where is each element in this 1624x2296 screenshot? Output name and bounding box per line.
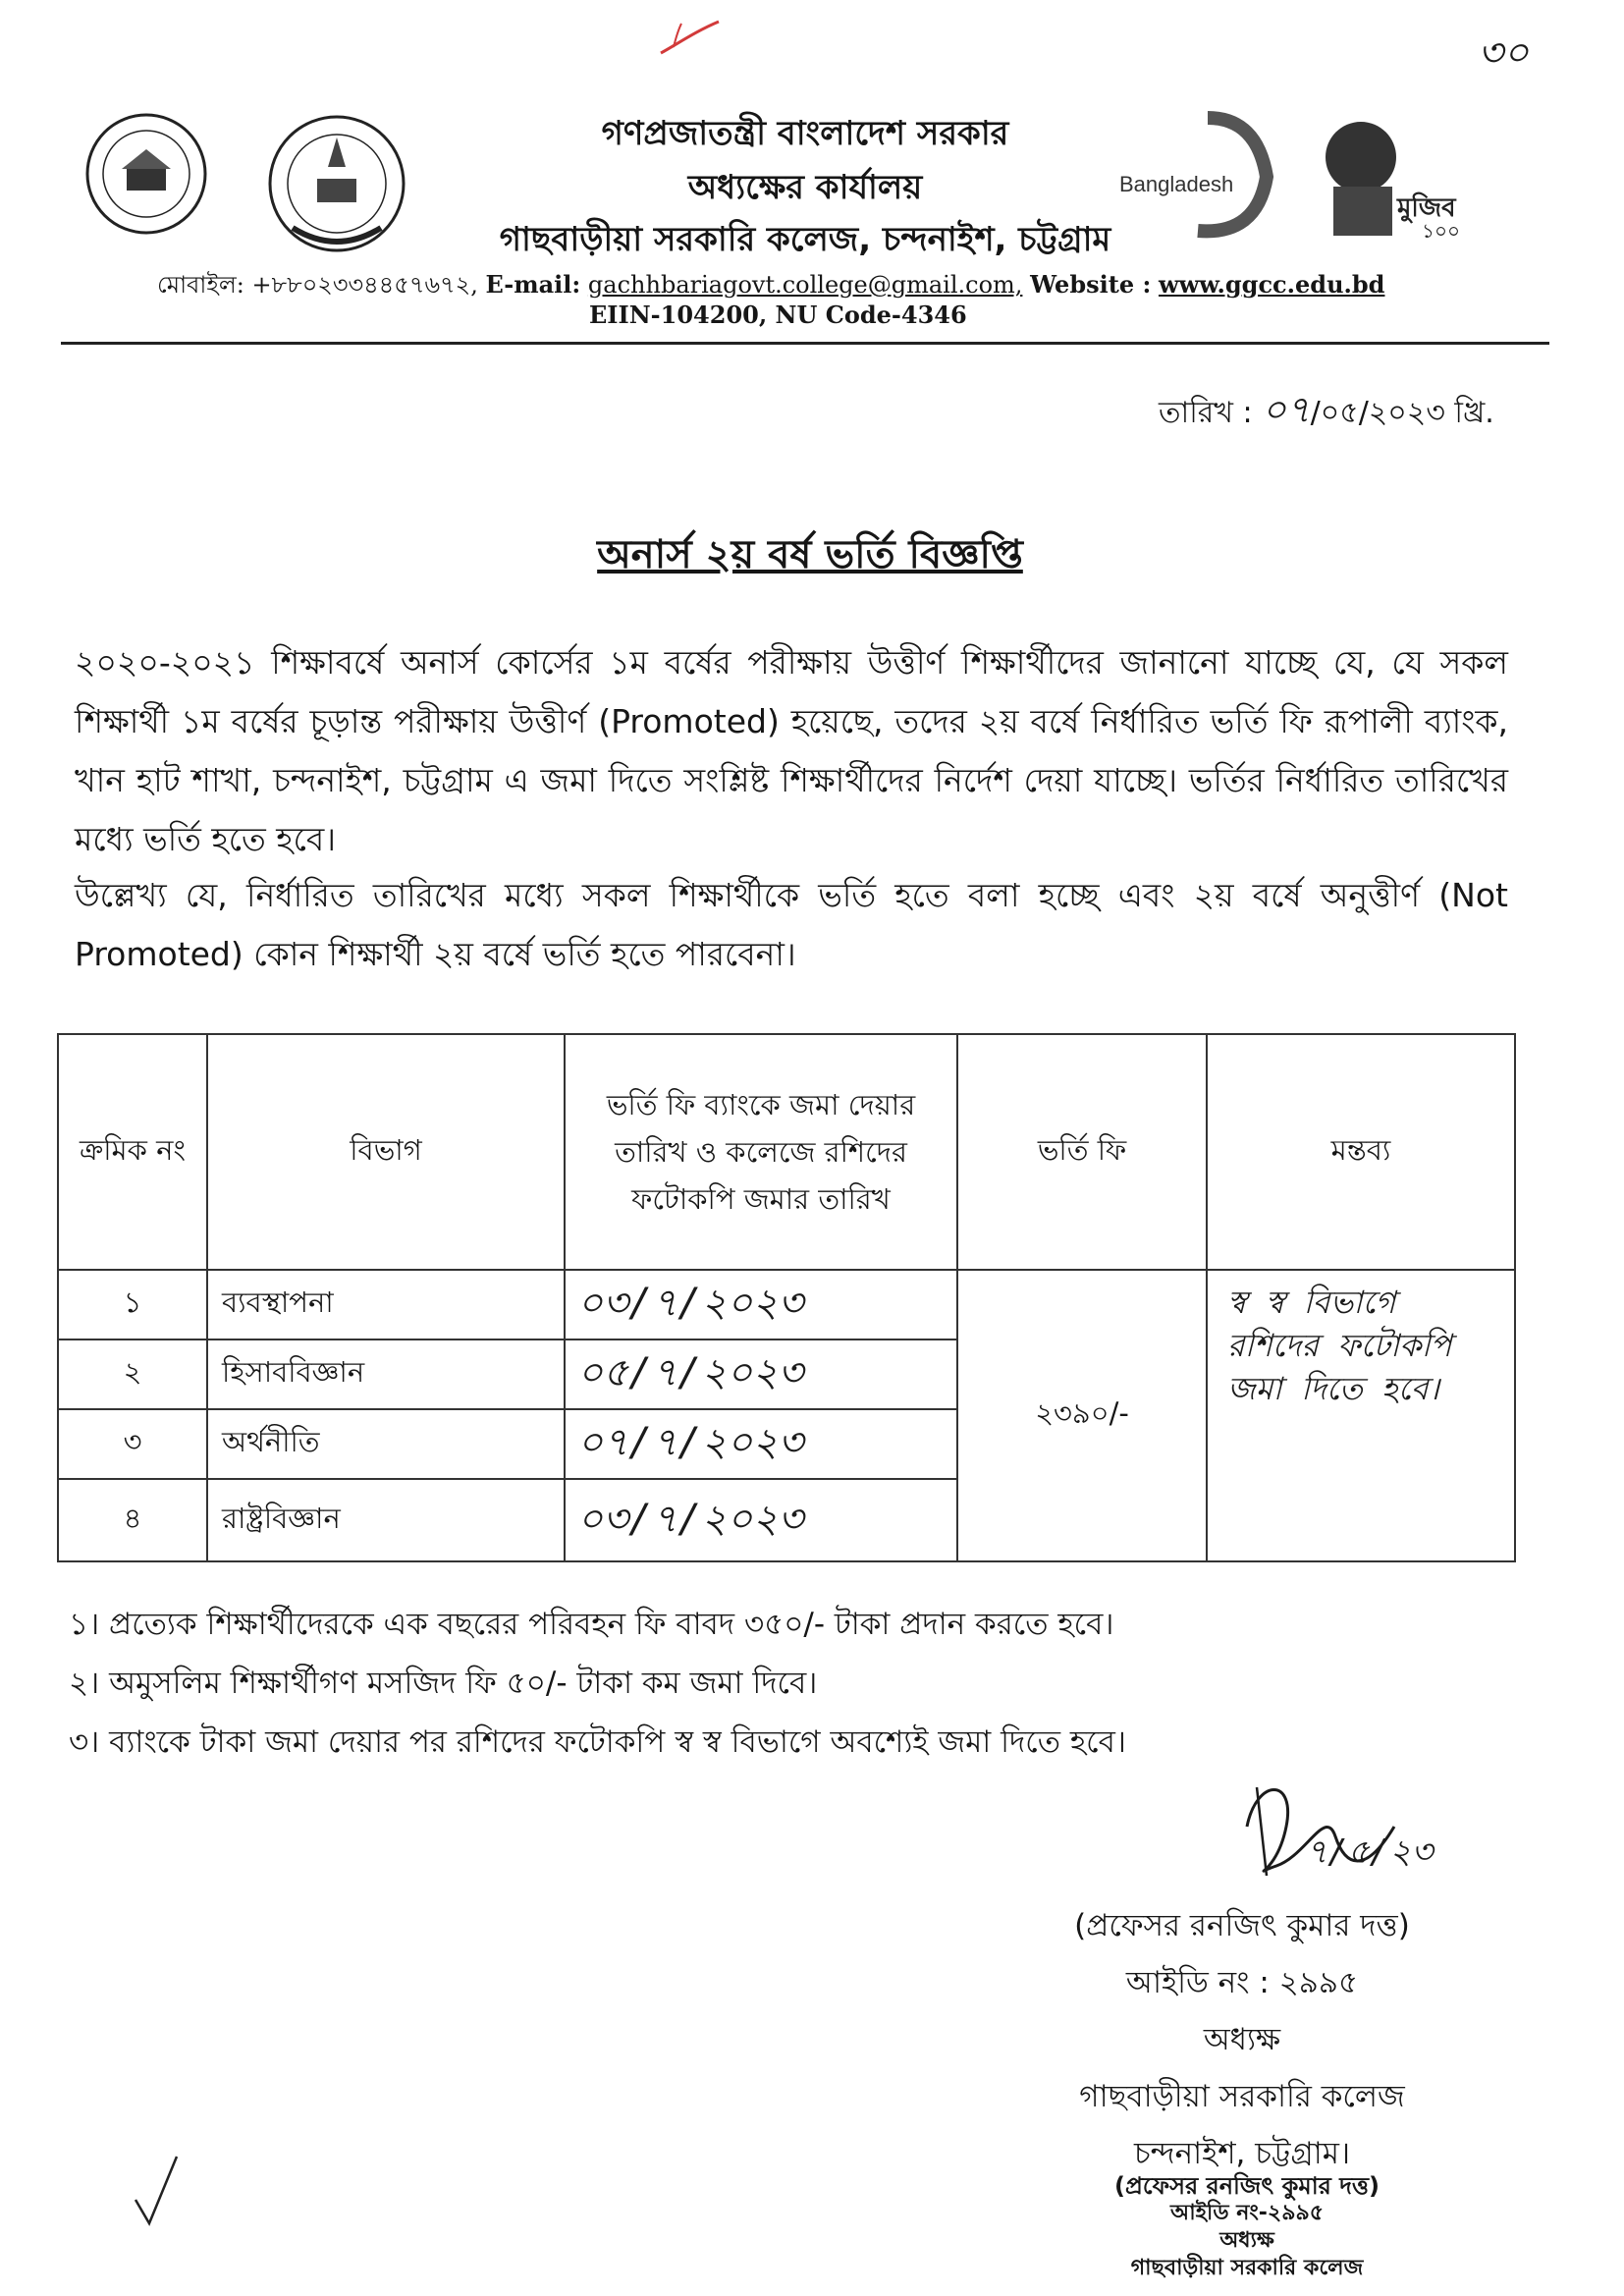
admission-fee-table <box>57 1033 1516 1562</box>
table-row <box>58 1270 1515 1339</box>
header-office: অধ্যক্ষের কার্যালয় <box>687 168 923 207</box>
seal-name: (প্রফেসর রনজিৎ কুমার দত্ত) <box>1114 2172 1380 2200</box>
signature-date: ৭/৫/২৩ <box>1306 1832 1434 1872</box>
row-serial: ১ <box>58 1270 207 1339</box>
signatory-block <box>1011 1897 1473 2182</box>
fee-cell: ২৩৯০/- <box>957 1270 1207 1561</box>
notice-title: অনার্স ২য় বর্ষ ভর্তি বিজ্ঞপ্তি <box>597 532 1023 577</box>
top-slash-mark <box>656 18 725 57</box>
row-serial: ৩ <box>58 1409 207 1479</box>
header-date: ভর্তি ফি ব্যাংকে জমা দেয়ার তারিখ ও কলেজে রশিদের ফটোকপি জমার তারিখ <box>565 1034 957 1270</box>
signatory-college: গাছবাড়ীয়া সরকারি কলেজ <box>1079 2079 1405 2114</box>
row-serial: ২ <box>58 1339 207 1409</box>
date-day: ০৭ <box>1262 388 1311 431</box>
row-date: ০৭/৭/২০২৩ <box>565 1409 957 1479</box>
notice-date <box>1159 381 1494 444</box>
note-receipt: ৩। ব্যাংকে টাকা জমা দেয়ার পর রশিদের ফটোকপি স্ব স্ব বিভাগে অবশ্যেই জমা দিতে হবে। <box>69 1724 1126 1760</box>
check-mark <box>128 2151 187 2229</box>
bangladesh-logo-text: Bangladesh <box>1119 172 1234 196</box>
header-college: গাছবাড়ীয়া সরকারি কলেজ, চন্দনাইশ, চট্টগ্রাম <box>499 220 1111 259</box>
date-rest: /০৫/২০২৩ খ্রি. <box>1310 396 1494 430</box>
official-seal <box>1070 2172 1424 2282</box>
signatory-place: চন্দনাইশ, চট্টগ্রাম। <box>1133 2136 1351 2171</box>
table-header-row <box>58 1034 1515 1270</box>
college-emblem-logo <box>82 110 210 238</box>
note-transport-fee: ১। প্রত্যেক শিক্ষার্থীদেরকে এক বছরের পরিবহন ফি বাবদ ৩৫০/- টাকা প্রদান করতে হবে। <box>69 1607 1114 1642</box>
mujib-logo-text: মুজিব <box>1397 193 1456 223</box>
checkmark-icon <box>128 2151 187 2229</box>
date-label: তারিখ : <box>1159 396 1253 430</box>
row-department: অর্থনীতি <box>207 1409 565 1479</box>
mobile-number: +৮৮০২৩৩৪৪৫৭৬৭২, <box>251 271 478 299</box>
header-codes: EIIN-104200, NU Code-4346 <box>589 301 967 329</box>
row-department: হিসাববিজ্ঞান <box>207 1339 565 1409</box>
notice-paragraph-2: উল্লেখ্য যে, নির্ধারিত তারিখের মধ্যে সকল শিক্ষার্থীকে ভর্তি হতে বলা হচ্ছে এবং ২য় বর্ষে অনুত্তীর্ণ (Not Promoted) কোন শিক্ষার্থী ২য় বর্ষে ভর্তি হতে পারবেনা। <box>75 876 1508 973</box>
row-date: ০৩/৭/২০২৩ <box>565 1479 957 1561</box>
signatory-name: (প্রফেসর রনজিৎ কুমার দত্ত) <box>1074 1908 1410 1943</box>
signatory-id: আইডি নং : ২৯৯৫ <box>1125 1965 1359 2000</box>
seal-college: গাছবাড়ীয়া সরকারি কলেজ <box>1130 2256 1364 2280</box>
header-government: গণপ্রজাতন্ত্রী বাংলাদেশ সরকার <box>601 114 1009 153</box>
page-number-mark: ৩০ <box>1478 30 1530 76</box>
notice-paragraph-1: ২০২০-২০২১ শিক্ষাবর্ষে অনার্স কোর্সের ১ম বর্ষের পরীক্ষায় উত্তীর্ণ শিক্ষার্থীদের জানানো যাচ্ছে যে, যে সকল শিক্ষার্থী ১ম বর্ষের চূড়ান্ত পরীক্ষায় উত্তীর্ণ (Promoted) হয়েছে, তদের ২য় বর্ষে নির্ধারিত ভর্তি ফি রূপালী ব্যাংক, খান হাট শাখা, চন্দনাইশ, চট্টগ্রাম এ জমা দিতে সংশ্লিষ্ট শিক্ষার্থীদের নির্দেশ দেয়া যাচ্ছে। ভর্তির নির্ধারিত তারিখের মধ্যে ভর্তি হতে হবে। <box>75 643 1508 858</box>
row-department: রাষ্ট্রবিজ্ঞান <box>207 1479 565 1561</box>
remarks-cell: স্ব স্ব বিভাগে রশিদের ফটোকপি জমা দিতে হবে। <box>1207 1270 1515 1561</box>
mujib-100-logo <box>1304 98 1471 246</box>
header-remarks: মন্তব্য <box>1207 1034 1515 1270</box>
email-label: E-mail: <box>485 270 581 299</box>
header-serial: ক্রমিক নং <box>58 1034 207 1270</box>
signatory-designation: অধ্যক্ষ <box>1203 2022 1281 2057</box>
website-label: Website : <box>1030 270 1152 299</box>
mobile-label: মোবাইল: <box>157 271 244 299</box>
seal-id: আইডি নং-২৯৯৫ <box>1169 2201 1325 2225</box>
principal-signature <box>1227 1768 1434 1895</box>
row-serial: ৪ <box>58 1479 207 1561</box>
row-date: ০৫/৭/২০২৩ <box>565 1339 957 1409</box>
note-mosque-fee: ২। অমুসলিম শিক্ষার্থীগণ মসজিদ ফি ৫০/- টাকা কম জমা দিবে। <box>69 1666 818 1701</box>
row-date: ০৩/৭/২০২৩ <box>565 1270 957 1339</box>
website-link[interactable]: www.ggcc.edu.bd <box>1158 270 1385 299</box>
email-link[interactable]: gachhbariagovt.college@gmail.com, <box>587 271 1023 299</box>
header-fee: ভর্তি ফি <box>957 1034 1207 1270</box>
mujib-logo-number: ১০০ <box>1422 219 1460 243</box>
row-department: ব্যবস্থাপনা <box>207 1270 565 1339</box>
seal-designation: অধ্যক্ষ <box>1219 2228 1274 2253</box>
pen-slash-icon <box>656 18 725 57</box>
header-divider <box>61 342 1549 345</box>
header-department: বিভাগ <box>207 1034 565 1270</box>
